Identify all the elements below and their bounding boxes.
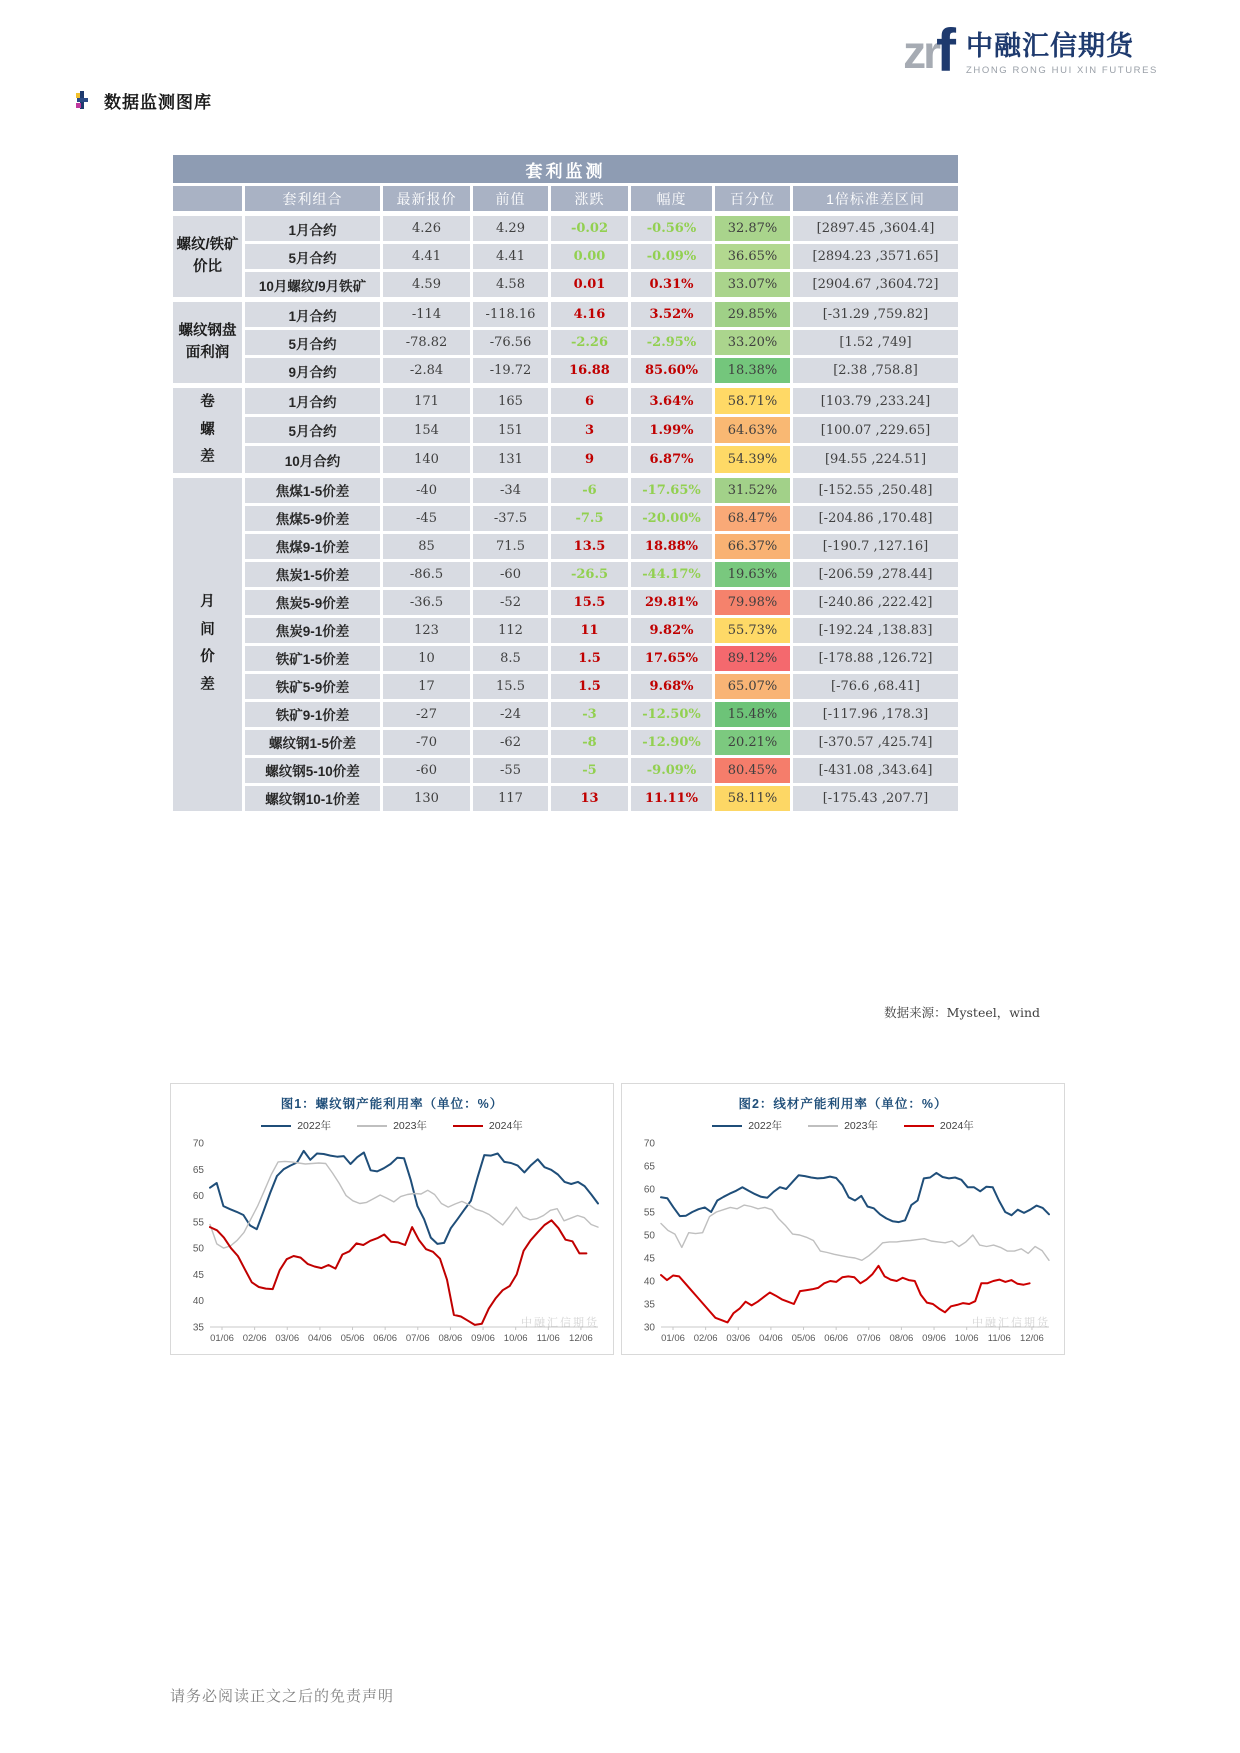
cell-combo: 铁矿5-9价差 [244, 672, 382, 700]
cell-pctile: 36.65% [714, 243, 792, 271]
y-tick-label: 65 [643, 1161, 655, 1173]
x-tick-label: 07/06 [405, 1333, 430, 1344]
cell-chg: -26.5 [550, 560, 630, 588]
cell-combo: 焦煤1-5价差 [244, 475, 382, 504]
cell-amp: -20.00% [630, 504, 714, 532]
series-line-2 [661, 1266, 1030, 1323]
legend-label: 2023年 [844, 1120, 878, 1132]
cell-amp: -17.65% [630, 475, 714, 504]
cell-range: [-76.6 ,68.41] [792, 672, 960, 700]
col-header-combo: 套利组合 [244, 185, 382, 214]
arbitrage-table-wrap [170, 152, 958, 814]
logo-mark-icon [903, 17, 956, 84]
cell-last: -114 [382, 300, 472, 329]
cell-range: [2.38 ,758.8] [792, 357, 960, 386]
cell-pctile: 55.73% [714, 616, 792, 644]
chart-watermark: 中融汇信期货 [972, 1317, 1050, 1329]
cell-last: -70 [382, 728, 472, 756]
table-row [172, 329, 960, 357]
cell-chg: 1.5 [550, 672, 630, 700]
series-line-0 [661, 1173, 1049, 1222]
legend-label: 2024年 [939, 1120, 974, 1132]
cell-chg: -2.26 [550, 329, 630, 357]
x-tick-label: 04/06 [308, 1333, 332, 1344]
cell-chg: 15.5 [550, 588, 630, 616]
table-header-row [172, 185, 960, 214]
cell-chg: 3 [550, 416, 630, 445]
table-row [172, 475, 960, 504]
cell-last: 4.59 [382, 271, 472, 300]
col-header-chg: 涨跌 [550, 185, 630, 214]
cell-prev: 15.5 [472, 672, 550, 700]
legend-item-2 [453, 1118, 523, 1133]
cell-prev: -37.5 [472, 504, 550, 532]
cell-last: -36.5 [382, 588, 472, 616]
cell-combo: 5月合约 [244, 329, 382, 357]
arbitrage-table [170, 152, 961, 814]
cell-last: 154 [382, 416, 472, 445]
cell-pctile: 65.07% [714, 672, 792, 700]
chart-watermark: 中融汇信期货 [521, 1317, 599, 1329]
x-tick-label: 05/06 [791, 1333, 816, 1344]
cell-combo: 螺纹钢10-1价差 [244, 784, 382, 812]
cell-last: 10 [382, 644, 472, 672]
cell-pctile: 20.21% [714, 728, 792, 756]
y-tick-label: 45 [643, 1253, 655, 1265]
table-row [172, 728, 960, 756]
cell-last: 17 [382, 672, 472, 700]
x-tick-label: 11/06 [987, 1333, 1011, 1344]
cell-chg: -8 [550, 728, 630, 756]
cell-range: [100.07 ,229.65] [792, 416, 960, 445]
cell-combo: 焦炭9-1价差 [244, 616, 382, 644]
cell-chg: -6 [550, 475, 630, 504]
cell-pctile: 19.63% [714, 560, 792, 588]
cell-amp: 9.68% [630, 672, 714, 700]
cell-range: [-190.7 ,127.16] [792, 532, 960, 560]
row-group-label: 月间价差 [172, 475, 244, 812]
cell-prev: -34 [472, 475, 550, 504]
chart-box-1 [170, 1083, 614, 1355]
table-title: 套利监测 [172, 154, 960, 185]
cell-range: [2894.23 ,3571.65] [792, 243, 960, 271]
cell-combo: 9月合约 [244, 357, 382, 386]
x-tick-label: 03/06 [726, 1333, 751, 1344]
series-line-1 [210, 1161, 598, 1248]
row-group-label: 螺纹/铁矿价比 [172, 214, 244, 300]
x-tick-label: 04/06 [759, 1333, 783, 1344]
table-row [172, 644, 960, 672]
cell-amp: 9.82% [630, 616, 714, 644]
cell-last: -2.84 [382, 357, 472, 386]
cell-pctile: 29.85% [714, 300, 792, 329]
x-tick-label: 11/06 [536, 1333, 560, 1344]
cell-range: [-178.88 ,126.72] [792, 644, 960, 672]
cell-amp: 11.11% [630, 784, 714, 812]
x-tick-label: 01/06 [210, 1333, 234, 1344]
cell-prev: -60 [472, 560, 550, 588]
chart-1-svg [176, 1135, 608, 1353]
cell-chg: 0.01 [550, 271, 630, 300]
legend-line-icon [808, 1125, 838, 1127]
cell-chg: -3 [550, 700, 630, 728]
table-row [172, 784, 960, 812]
section-header [76, 88, 212, 113]
cell-amp: -12.90% [630, 728, 714, 756]
col-header-last: 最新报价 [382, 185, 472, 214]
x-tick-label: 02/06 [242, 1333, 267, 1344]
cell-pctile: 79.98% [714, 588, 792, 616]
cell-amp: 85.60% [630, 357, 714, 386]
cell-chg: 1.5 [550, 644, 630, 672]
row-group-label: 卷螺差 [172, 386, 244, 476]
table-row [172, 700, 960, 728]
y-tick-label: 60 [643, 1184, 655, 1196]
cell-pctile: 54.39% [714, 445, 792, 475]
legend-line-icon [453, 1125, 483, 1127]
x-tick-label: 09/06 [471, 1333, 495, 1344]
cell-combo: 铁矿9-1价差 [244, 700, 382, 728]
cell-pctile: 31.52% [714, 475, 792, 504]
cell-combo: 1月合约 [244, 214, 382, 243]
cell-combo: 焦炭5-9价差 [244, 588, 382, 616]
cell-chg: 13 [550, 784, 630, 812]
cell-pctile: 15.48% [714, 700, 792, 728]
cell-range: [-204.86 ,170.48] [792, 504, 960, 532]
cell-chg: -7.5 [550, 504, 630, 532]
cell-prev: -52 [472, 588, 550, 616]
cell-prev: 8.5 [472, 644, 550, 672]
table-row [172, 504, 960, 532]
cell-pctile: 89.12% [714, 644, 792, 672]
cell-range: [-117.96 ,178.3] [792, 700, 960, 728]
y-tick-label: 55 [192, 1217, 204, 1229]
chart-2-legend [622, 1118, 1064, 1133]
cell-prev: 131 [472, 445, 550, 475]
cell-prev: -76.56 [472, 329, 550, 357]
table-row [172, 243, 960, 271]
cell-prev: 117 [472, 784, 550, 812]
table-row [172, 532, 960, 560]
x-tick-label: 06/06 [373, 1333, 398, 1344]
cell-prev: -55 [472, 756, 550, 784]
chart-2-title: 图2：线材产能利用率（单位：%） [738, 1097, 948, 1111]
table-row [172, 445, 960, 475]
legend-line-icon [357, 1125, 387, 1127]
cell-pctile: 33.20% [714, 329, 792, 357]
cell-range: [-175.43 ,207.7] [792, 784, 960, 812]
cell-amp: 29.81% [630, 588, 714, 616]
chart-1-title: 图1：螺纹钢产能利用率（单位：%） [280, 1097, 504, 1111]
cell-range: [-192.24 ,138.83] [792, 616, 960, 644]
cell-amp: 3.52% [630, 300, 714, 329]
cell-combo: 螺纹钢1-5价差 [244, 728, 382, 756]
cell-range: [94.55 ,224.51] [792, 445, 960, 475]
cell-range: [1.52 ,749] [792, 329, 960, 357]
y-tick-label: 50 [643, 1230, 655, 1242]
chart-1-legend [171, 1118, 613, 1133]
y-tick-label: 70 [643, 1138, 655, 1150]
legend-label: 2022年 [748, 1120, 783, 1132]
cell-prev: -118.16 [472, 300, 550, 329]
y-tick-label: 70 [192, 1138, 204, 1150]
table-row [172, 271, 960, 300]
cell-last: 4.26 [382, 214, 472, 243]
chart-2-svg [627, 1135, 1059, 1353]
x-tick-label: 08/06 [889, 1333, 914, 1344]
cell-last: 140 [382, 445, 472, 475]
cell-combo: 5月合约 [244, 416, 382, 445]
cell-prev: 4.58 [472, 271, 550, 300]
table-row [172, 416, 960, 445]
x-tick-label: 10/06 [954, 1333, 979, 1344]
cell-amp: 3.64% [630, 386, 714, 416]
legend-item-0 [261, 1118, 331, 1133]
x-tick-label: 03/06 [275, 1333, 300, 1344]
legend-line-icon [261, 1125, 291, 1127]
cell-chg: 16.88 [550, 357, 630, 386]
y-tick-label: 45 [192, 1269, 204, 1281]
cell-amp: -0.56% [630, 214, 714, 243]
legend-item-1 [808, 1118, 878, 1133]
cell-amp: -0.09% [630, 243, 714, 271]
x-tick-label: 08/06 [438, 1333, 463, 1344]
disclaimer-note: 请务必阅读正文之后的免责声明 [170, 1688, 395, 1705]
chart-box-2 [621, 1083, 1065, 1355]
cell-combo: 5月合约 [244, 243, 382, 271]
cell-last: 130 [382, 784, 472, 812]
table-row [172, 756, 960, 784]
legend-label: 2023年 [393, 1120, 427, 1132]
y-tick-label: 30 [643, 1322, 655, 1334]
cell-prev: -62 [472, 728, 550, 756]
cell-prev: 4.29 [472, 214, 550, 243]
cell-range: [-152.55 ,250.48] [792, 475, 960, 504]
cell-last: -78.82 [382, 329, 472, 357]
charts-row [170, 1083, 1065, 1355]
company-name-cn: 中融汇信期货 [965, 31, 1134, 61]
logo-zr: zr [903, 26, 938, 79]
cell-amp: -44.17% [630, 560, 714, 588]
legend-item-0 [712, 1118, 782, 1133]
cell-combo: 焦煤5-9价差 [244, 504, 382, 532]
cell-last: 4.41 [382, 243, 472, 271]
table-row [172, 588, 960, 616]
cell-range: [-31.29 ,759.82] [792, 300, 960, 329]
cell-prev: 4.41 [472, 243, 550, 271]
legend-item-1 [357, 1118, 427, 1133]
table-row [172, 560, 960, 588]
section-title: 数据监测图库 [104, 93, 212, 112]
cell-chg: -5 [550, 756, 630, 784]
cell-range: [-370.57 ,425.74] [792, 728, 960, 756]
table-row [172, 214, 960, 243]
logo-f: f [935, 17, 956, 84]
y-tick-label: 40 [192, 1296, 204, 1308]
x-tick-label: 01/06 [661, 1333, 685, 1344]
cell-combo: 1月合约 [244, 386, 382, 416]
x-tick-label: 12/06 [569, 1333, 593, 1344]
cell-pctile: 58.71% [714, 386, 792, 416]
series-line-2 [210, 1220, 586, 1325]
cell-chg: 4.16 [550, 300, 630, 329]
cell-range: [2904.67 ,3604.72] [792, 271, 960, 300]
cell-amp: 0.31% [630, 271, 714, 300]
x-tick-label: 10/06 [503, 1333, 528, 1344]
cell-pctile: 68.47% [714, 504, 792, 532]
cell-prev: 71.5 [472, 532, 550, 560]
table-row [172, 672, 960, 700]
cell-range: [-431.08 ,343.64] [792, 756, 960, 784]
cell-last: -40 [382, 475, 472, 504]
table-row [172, 386, 960, 416]
cell-prev: 112 [472, 616, 550, 644]
cell-amp: -12.50% [630, 700, 714, 728]
cell-last: 123 [382, 616, 472, 644]
cell-combo: 1月合约 [244, 300, 382, 329]
cell-chg: 9 [550, 445, 630, 475]
cell-prev: 165 [472, 386, 550, 416]
arb-table-body [172, 214, 960, 813]
cell-last: -86.5 [382, 560, 472, 588]
company-logo [903, 17, 1158, 84]
x-tick-label: 07/06 [856, 1333, 881, 1344]
cell-amp: 1.99% [630, 416, 714, 445]
row-group-label: 螺纹钢盘面利润 [172, 300, 244, 386]
cell-amp: -2.95% [630, 329, 714, 357]
cell-combo: 焦煤9-1价差 [244, 532, 382, 560]
cell-prev: -24 [472, 700, 550, 728]
cell-combo: 10月螺纹/9月铁矿 [244, 271, 382, 300]
y-tick-label: 35 [643, 1299, 655, 1311]
cell-amp: -9.09% [630, 756, 714, 784]
legend-item-2 [904, 1118, 974, 1133]
cell-pctile: 58.11% [714, 784, 792, 812]
cell-combo: 铁矿1-5价差 [244, 644, 382, 672]
series-line-1 [661, 1205, 1049, 1260]
cell-pctile: 66.37% [714, 532, 792, 560]
cell-pctile: 80.45% [714, 756, 792, 784]
legend-line-icon [712, 1125, 742, 1127]
x-tick-label: 02/06 [693, 1333, 718, 1344]
cell-chg: 11 [550, 616, 630, 644]
col-header-prev: 前值 [472, 185, 550, 214]
company-name-en: ZHONG RONG HUI XIN FUTURES [965, 64, 1158, 76]
cell-last: -60 [382, 756, 472, 784]
x-tick-label: 05/06 [340, 1333, 365, 1344]
cell-pctile: 33.07% [714, 271, 792, 300]
cell-pctile: 18.38% [714, 357, 792, 386]
col-header-amp: 幅度 [630, 185, 714, 214]
cell-last: 171 [382, 386, 472, 416]
cell-chg: 0.00 [550, 243, 630, 271]
legend-label: 2024年 [488, 1120, 523, 1132]
cell-pctile: 64.63% [714, 416, 792, 445]
cell-chg: 6 [550, 386, 630, 416]
cell-prev: -19.72 [472, 357, 550, 386]
cell-range: [103.79 ,233.24] [792, 386, 960, 416]
col-header-range: 1倍标准差区间 [792, 185, 960, 214]
legend-line-icon [904, 1125, 934, 1127]
table-row [172, 357, 960, 386]
y-tick-label: 65 [192, 1164, 204, 1176]
x-tick-label: 12/06 [1020, 1333, 1044, 1344]
cell-chg: -0.02 [550, 214, 630, 243]
cell-prev: 151 [472, 416, 550, 445]
cell-range: [-240.86 ,222.42] [792, 588, 960, 616]
cell-range: [2897.45 ,3604.4] [792, 214, 960, 243]
table-row [172, 300, 960, 329]
cell-combo: 焦炭1-5价差 [244, 560, 382, 588]
y-tick-label: 50 [192, 1243, 204, 1255]
x-tick-label: 09/06 [922, 1333, 946, 1344]
cell-last: -27 [382, 700, 472, 728]
cell-last: -45 [382, 504, 472, 532]
y-tick-label: 60 [192, 1191, 204, 1203]
section-bullet-icon [76, 91, 90, 111]
y-tick-label: 35 [192, 1322, 204, 1334]
y-tick-label: 40 [643, 1276, 655, 1288]
cell-amp: 6.87% [630, 445, 714, 475]
cell-pctile: 32.87% [714, 214, 792, 243]
col-header-empty [172, 185, 244, 214]
table-row [172, 616, 960, 644]
table-title-row [172, 154, 960, 185]
y-tick-label: 55 [643, 1207, 655, 1219]
cell-amp: 18.88% [630, 532, 714, 560]
legend-label: 2022年 [297, 1120, 332, 1132]
cell-last: 85 [382, 532, 472, 560]
x-tick-label: 06/06 [824, 1333, 849, 1344]
cell-combo: 10月合约 [244, 445, 382, 475]
cell-amp: 17.65% [630, 644, 714, 672]
col-header-pctile: 百分位 [714, 185, 792, 214]
cell-chg: 13.5 [550, 532, 630, 560]
cell-combo: 螺纹钢5-10价差 [244, 756, 382, 784]
data-source-note: 数据来源：Mysteel，wind [884, 1005, 1040, 1020]
cell-range: [-206.59 ,278.44] [792, 560, 960, 588]
